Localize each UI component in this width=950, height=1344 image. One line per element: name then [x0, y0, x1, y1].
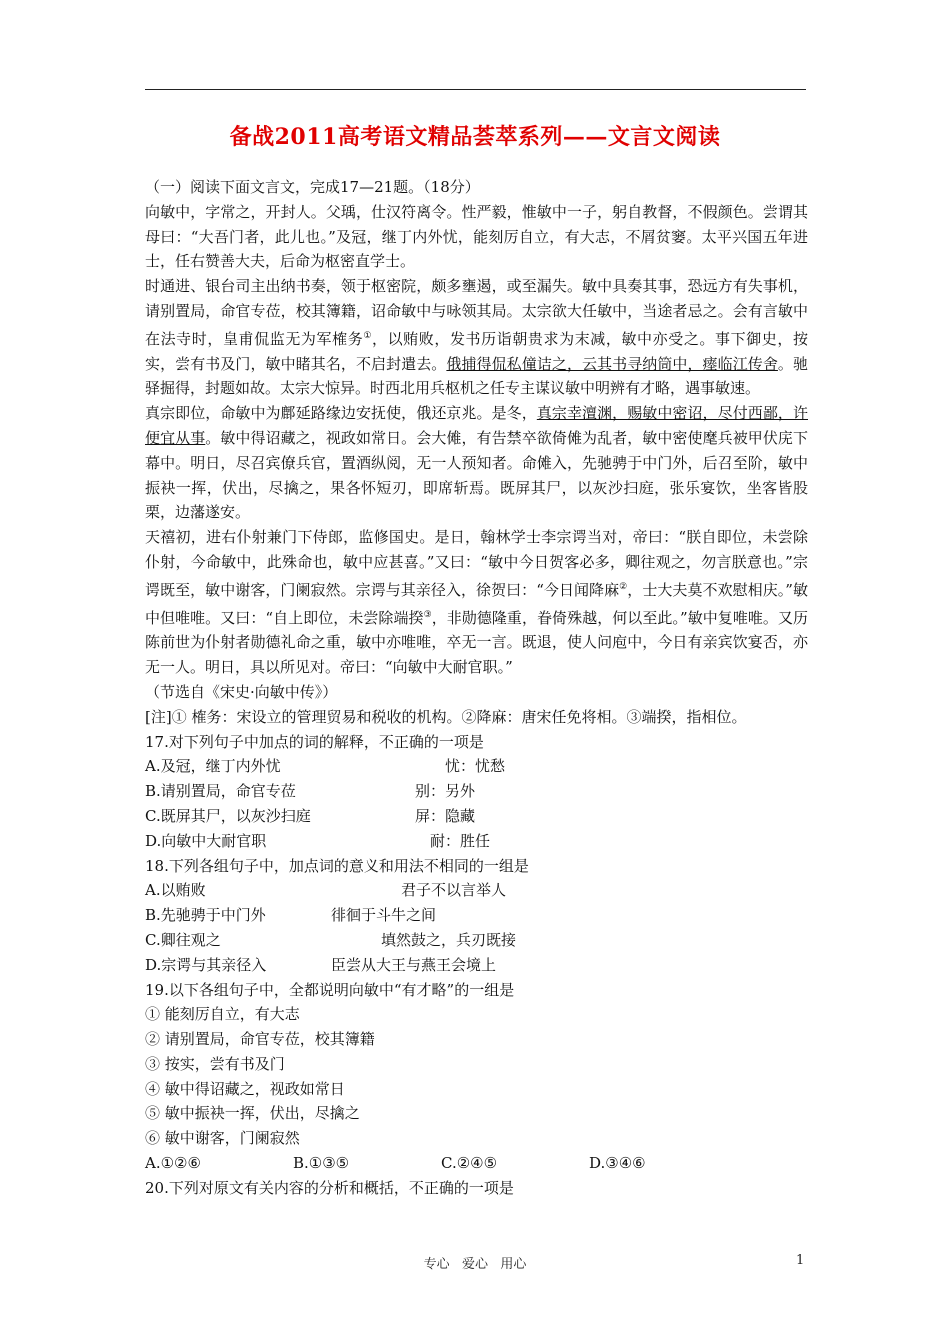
- source-citation: （节选自《宋史·向敏中传》）: [145, 682, 338, 701]
- p3-text-b: 。敏中得诏藏之，视政如常日。会大傩，有告禁卒欲倚傩为乱者，敏中密使麾兵被甲伏庑下幕中。明日，尽召宾僚兵官，置酒纵阅，无一人预知者。命傩入，先驰骋于中门外，后召至阶，敏中振袂一挥，伏出，尽擒之，果各怀短刃，即席斩焉。既屏其尸，以灰沙扫庭，张乐宴饮，坐客皆股栗，边藩遂安。: [145, 428, 808, 522]
- option-text: D.宗谔与其亲径入: [145, 955, 267, 974]
- q18-option-c: [145, 928, 808, 953]
- underlined-sentence: 俄捕得侃私僮诘之，云其书寻纳筒中，瘗临江传舍: [446, 354, 778, 373]
- footnote-marker: ①: [363, 330, 372, 341]
- option-compare: 填然鼓之，兵刃既接: [381, 930, 517, 949]
- document-body: [145, 175, 808, 1201]
- option-gloss: 别：另外: [415, 782, 476, 801]
- intro-line: （一）阅读下面文言文，完成17—21题。（18分）: [145, 178, 480, 196]
- question-20-stem: 20.下列对原文有关内容的分析和概括，不正确的一项是: [145, 1178, 514, 1197]
- q19-item: ④ 敏中得诏藏之，视政如常日: [145, 1079, 345, 1098]
- option-text: B.请别置局，命官专莅: [145, 782, 296, 801]
- q18-option-a: [145, 878, 808, 903]
- q17-option-a: [145, 754, 808, 779]
- question-17-stem: 17.对下列句子中加点的词的解释，不正确的一项是: [145, 732, 484, 751]
- footnote-marker: ③: [423, 609, 432, 620]
- option-compare: 徘徊于斗牛之间: [331, 906, 437, 925]
- option-compare: 君子不以言举人: [401, 881, 507, 900]
- p2-text-c: 。驰驿掘得，封题如故。太宗大惊异。时西北用兵枢机之任专主谋议敏中明辨有才略，遇事敏速。: [145, 354, 808, 398]
- option-text: D.向敏中大耐官职: [145, 831, 267, 850]
- q17-option-b: [145, 779, 808, 804]
- p3-text-a: 真宗即位，命敏中为鄜延路缘边安抚使，俄还京兆。是冬，: [145, 404, 537, 423]
- q18-option-d: [145, 953, 808, 978]
- passage-paragraph-4: [145, 525, 808, 680]
- underlined-sentence: 真宗幸澶渊，赐敏中密诏，尽付西鄙，许便宜从事: [145, 404, 808, 447]
- answer-choice: B.①③⑤: [293, 1154, 350, 1173]
- question-19-stem: 19.以下各组句子中，全都说明向敏中“有才略”的一组是: [145, 980, 515, 999]
- page-title: 备战2011高考语文精品荟萃系列——文言文阅读: [229, 124, 721, 150]
- passage-paragraph-2: [145, 274, 808, 401]
- q19-item: ③ 按实，尝有书及门: [145, 1054, 285, 1073]
- footnote-marker: ②: [619, 581, 628, 592]
- q19-item: ⑥ 敏中谢客，门阑寂然: [145, 1129, 300, 1148]
- option-gloss: 忧：忧愁: [445, 757, 506, 776]
- p2-text-a: 时通进、银台司主出纳书奏，领于枢密院，颇多壅遏，或至漏失。敏中具奏其事，恐远方有失事机，请别置局，命官专莅，校其簿籍，诏命敏中与咏领其局。太宗欲大任敏中，当途者忌之。会有言敏中在法寺时，皇甫侃监无为军榷务: [145, 277, 808, 348]
- q18-option-b: [145, 903, 808, 928]
- p2-text-b: ，以贿败，发书历诣朝贵求为末减，敏中亦受之。事下御史，按实，尝有书及门，敏中睹其名，不启封遣去。: [145, 329, 808, 373]
- option-text: A.及冠，继丁内外忧: [145, 757, 281, 776]
- q19-answers: [145, 1151, 808, 1176]
- answer-choice: A.①②⑥: [145, 1154, 201, 1173]
- q19-item: ① 能刻厉自立，有大志: [145, 1005, 300, 1024]
- q17-option-c: [145, 804, 808, 829]
- option-text: B.先驰骋于中门外: [145, 906, 266, 925]
- q17-option-d: [145, 829, 808, 854]
- q19-item: ⑤ 敏中振袂一挥，伏出，尽擒之: [145, 1104, 360, 1123]
- passage-paragraph-1: 向敏中，字常之，开封人。父瑀，仕汉符离令。性严毅，惟敏中一子，躬自教督，不假颜色。尝谓其母曰：“大吾门者，此儿也。”及冠，继丁内外忧，能刻厉自立，有大志，不屑贫窭。太平兴国五年进士，任右赞善大夫，后命为枢密直学士。: [145, 202, 808, 271]
- option-compare: 臣尝从大王与燕王会境上: [331, 955, 497, 974]
- page-footer: 专心 爱心 用心: [423, 1257, 527, 1272]
- option-text: C.既屏其尸，以灰沙扫庭: [145, 806, 311, 825]
- question-18-stem: 18.下列各组句子中，加点词的意义和用法不相同的一组是: [145, 856, 529, 875]
- option-text: A.以贿败: [145, 881, 206, 900]
- p4-text-c: ，非勋德隆重，眷倚殊越，何以至此。”敏中复唯唯。又历陈前世为仆射者勋德礼命之重，敏中亦唯唯，卒无一言。既退，使人问庖中，今日有亲宾饮宴否，亦无一人。明日，具以所见对。帝曰：“向敏中大耐官职。”: [145, 608, 809, 677]
- option-gloss: 屏：隐藏: [415, 806, 476, 825]
- page-number: 1: [796, 1253, 805, 1268]
- header-rule: [145, 89, 806, 90]
- option-text: C.卿往观之: [145, 930, 221, 949]
- q19-item: ② 请别置局，命官专莅，校其簿籍: [145, 1030, 375, 1049]
- answer-choice: D.③④⑥: [589, 1154, 646, 1173]
- p4-text-a: 天禧初，进右仆射兼门下侍郎，监修国史。是日，翰林学士李宗谔当对，帝曰：“朕自即位，未尝除仆射，今命敏中，此殊命也，敏中应甚喜。”又曰：“敏中今日贺客必多，卿往观之，勿言朕意也。”宗谔既至，敏中谢客，门阑寂然。宗谔与其亲径入，徐贺曰：“今日闻降麻: [145, 528, 808, 599]
- option-gloss: 耐：胜任: [430, 831, 491, 850]
- passage-paragraph-3: [145, 401, 808, 525]
- answer-choice: C.②④⑤: [441, 1154, 498, 1173]
- notes: [注]① 榷务：宋设立的管理贸易和税收的机构。②降麻：唐宋任免将相。③端揆，指相位。: [145, 707, 747, 726]
- p4-text-b: ，士大夫莫不欢慰相庆。”敏中但唯唯。又曰：“自上即位，未尝除端揆: [145, 580, 809, 627]
